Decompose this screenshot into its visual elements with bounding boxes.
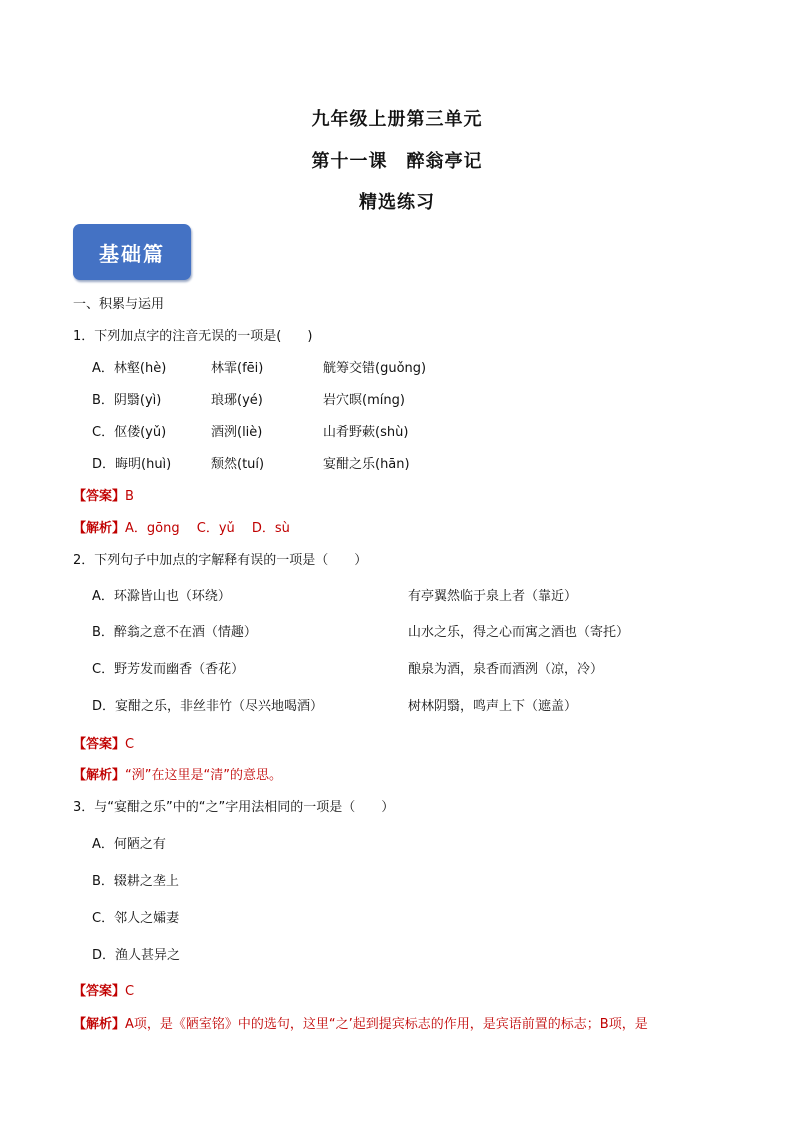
- q3-option-c: C．邻人之孀妻: [92, 911, 180, 926]
- analysis-text: “洌”在这里是“清”的意思。: [125, 768, 282, 783]
- q2-analysis: [73, 764, 282, 783]
- q1-analysis: [73, 517, 290, 536]
- analysis-tag: 【解析】: [73, 1017, 126, 1032]
- q1-option-b-1: B．阴翳(yì): [92, 393, 162, 408]
- analysis-tag: 【解析】: [73, 521, 126, 536]
- analysis-tag: 【解析】: [73, 768, 126, 783]
- q1-option-c-2: 酒洌(liè): [211, 425, 263, 440]
- q1-option-d-1: D．晦明(huì): [92, 457, 172, 472]
- q3-answer: [73, 980, 134, 999]
- q2-option-d-2: 树林阴翳，鸣声上下（遮盖）: [408, 699, 578, 714]
- page-title-grade: 九年级上册第三单元: [311, 109, 483, 130]
- section-heading: 一、积累与运用: [73, 297, 165, 312]
- q1-option-b-3: 岩穴暝(míng): [323, 393, 405, 408]
- answer-tag: 【答案】: [73, 489, 126, 504]
- answer-value: C: [125, 984, 135, 999]
- q2-option-a-1: A．环滁皆山也（环绕）: [92, 589, 231, 604]
- answer-value: C: [125, 737, 135, 752]
- analysis-text: A．gōng C．yǔ D．sù: [125, 521, 290, 536]
- q1-option-a-3: 觥筹交错(guǒng): [323, 361, 427, 376]
- q1-option-d-2: 颓然(tuí): [211, 457, 265, 472]
- analysis-text: A项，是《陋室铭》中的选句，这里“之’起到提宾标志的作用，是宾语前置的标志；B项，是: [125, 1017, 648, 1032]
- section-badge: 基础篇: [73, 224, 191, 280]
- q2-option-b-1: B．醉翁之意不在酒（情趣）: [92, 625, 257, 640]
- q3-option-b: B．辍耕之垄上: [92, 874, 179, 889]
- answer-tag: 【答案】: [73, 737, 126, 752]
- q1-option-a-2: 林霏(fēi): [211, 361, 264, 376]
- q1-option-c-1: C．伛偻(yǔ): [92, 425, 167, 440]
- q3-stem: 3．与“宴酣之乐”中的“之”字用法相同的一项是（ ）: [73, 800, 395, 815]
- q2-answer: [73, 733, 134, 752]
- q2-option-c-1: C．野芳发而幽香（香花）: [92, 662, 245, 677]
- page-title-lesson: 第十一课 醉翁亭记: [311, 151, 483, 172]
- q1-stem: 1．下列加点字的注音无误的一项是( ): [73, 329, 313, 344]
- q1-option-b-2: 琅琊(yé): [211, 393, 263, 408]
- q3-analysis: [73, 1013, 648, 1032]
- q2-option-d-1: D．宴酣之乐，非丝非竹（尽兴地喝酒）: [92, 699, 324, 714]
- q2-option-b-2: 山水之乐，得之心而寓之酒也（寄托）: [408, 625, 630, 640]
- q2-option-a-2: 有亭翼然临于泉上者（靠近）: [408, 589, 578, 604]
- q3-option-a: A．何陋之有: [92, 837, 166, 852]
- q3-option-d: D．渔人甚异之: [92, 948, 181, 963]
- q1-answer: [73, 485, 134, 504]
- q1-option-c-3: 山肴野蔌(shù): [323, 425, 409, 440]
- answer-tag: 【答案】: [73, 984, 126, 999]
- q2-stem: 2．下列句子中加点的字解释有误的一项是（ ）: [73, 553, 368, 568]
- page-title-practice: 精选练习: [359, 192, 435, 213]
- q2-option-c-2: 酿泉为酒，泉香而酒洌（凉，冷）: [408, 662, 604, 677]
- q1-option-a-1: A．林壑(hè): [92, 361, 167, 376]
- q1-option-d-3: 宴酣之乐(hān): [323, 457, 410, 472]
- answer-value: B: [125, 489, 134, 504]
